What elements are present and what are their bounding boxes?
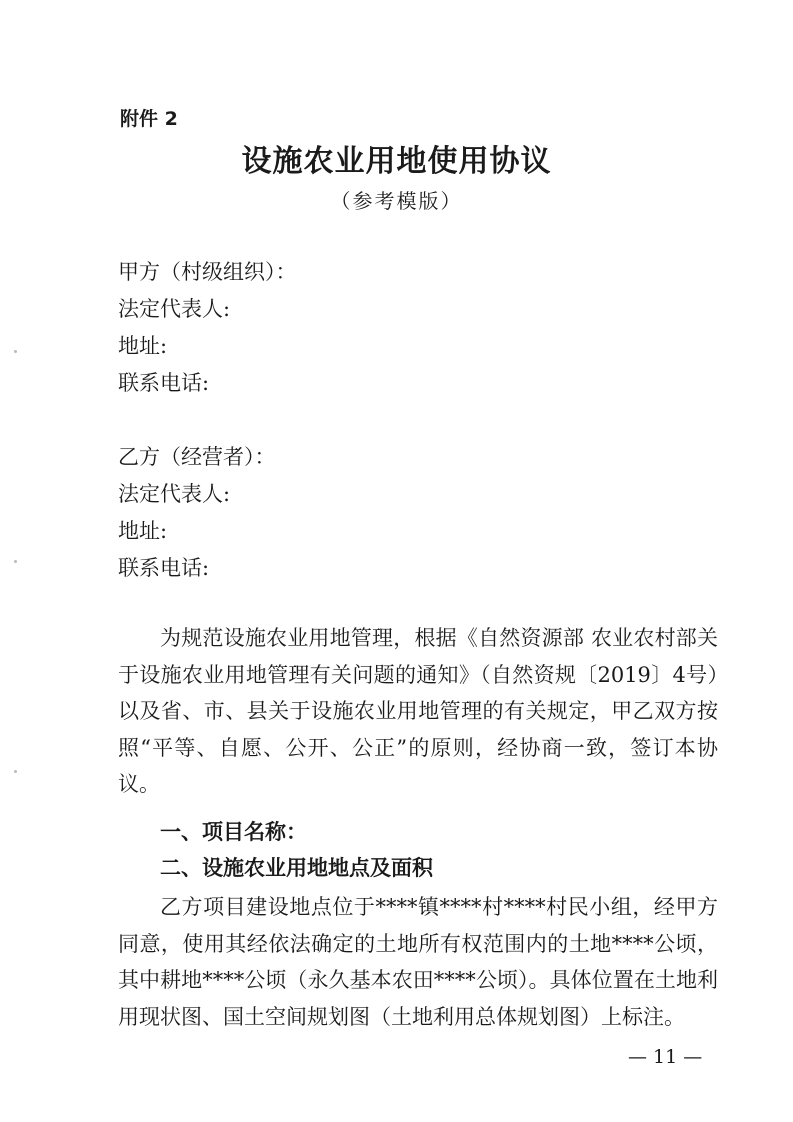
party-b-label: 乙方（经营者）： <box>118 445 276 469</box>
party-a-phone: 联系电话: <box>118 371 210 395</box>
intro-paragraph: 为规范设施农业用地管理，根据《自然资源部 农业农村部关于设施农业用地管理有关问题的通知》（自然资规〔2019〕4号）以及省、市、县关于设施农业用地管理的有关规定，甲乙双方按照“平等、自愿、公开、公正”的原则，经协商一致，签订本协议。 <box>118 626 718 796</box>
party-b-representative: 法定代表人: <box>118 482 231 506</box>
document-title: 设施农业用地使用协议 <box>241 144 552 179</box>
party-a-representative: 法定代表人: <box>118 297 231 321</box>
binding-mark <box>14 770 17 773</box>
party-a-label: 甲方（村级组织）： <box>118 260 297 284</box>
party-a-address: 地址: <box>118 334 168 358</box>
party-b-phone: 联系电话: <box>118 556 210 580</box>
party-b-address: 地址: <box>118 519 168 543</box>
attachment-label: 附件 2 <box>120 108 178 130</box>
section-2-body: 乙方项目建设地点位于****镇****村****村民小组，经甲方同意，使用其经依法确定的土地所有权范围内的土地****公顷，其中耕地****公顷（永久基本农田****公顷）。具体位置在土地利用现状图、国土空间规划图（土地利用总体规划图）上标注。 <box>118 895 718 1029</box>
section-2-heading: 二、设施农业用地地点及面积 <box>160 856 433 880</box>
binding-mark <box>14 560 17 563</box>
binding-mark <box>14 350 17 353</box>
page-number: — 11 — <box>628 1046 703 1068</box>
document-subtitle: （参考模版） <box>330 189 463 213</box>
section-1-heading: 一、项目名称： <box>160 820 307 844</box>
